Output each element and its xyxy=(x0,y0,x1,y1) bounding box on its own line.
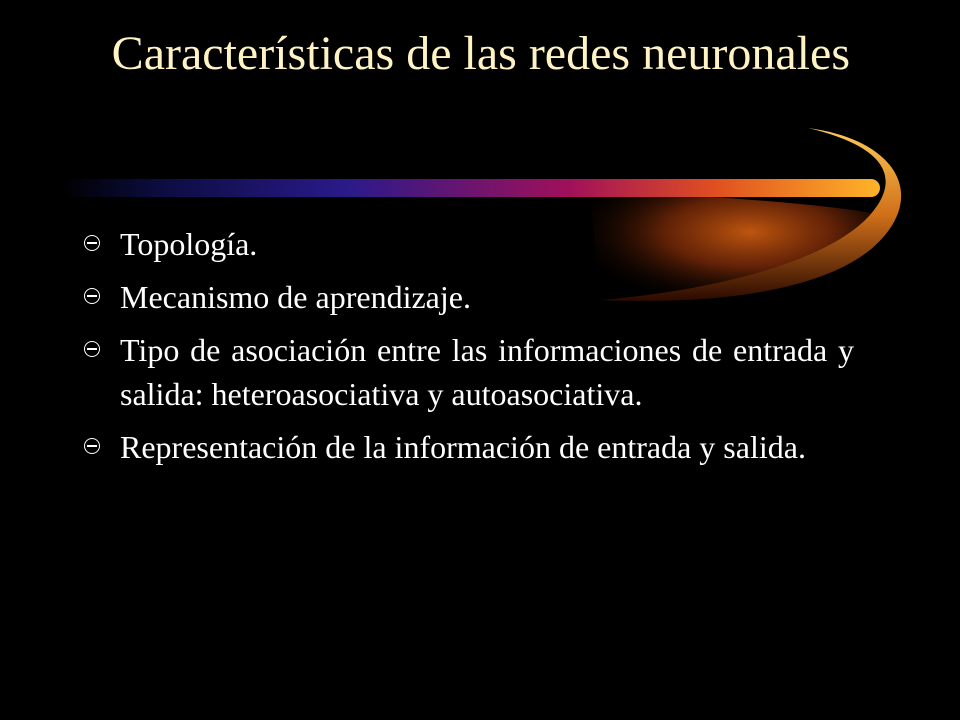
bullet-text: Topología. xyxy=(120,226,258,262)
bullet-icon xyxy=(84,288,100,304)
bullet-item xyxy=(84,425,854,469)
bullet-item xyxy=(84,275,854,319)
bullet-item xyxy=(84,222,854,266)
bullet-text: Mecanismo de aprendizaje. xyxy=(120,279,471,315)
bullet-icon xyxy=(84,438,100,454)
bullet-icon xyxy=(84,341,100,357)
bullet-text: Tipo de asociación entre las informaciones de entrada y salida: heteroasociativa y autoasociativa. xyxy=(120,332,854,412)
gradient-streak xyxy=(60,179,880,197)
slide-title: Características de las redes neuronales xyxy=(111,27,850,80)
bullet-item xyxy=(84,328,854,416)
bullet-text: Representación de la información de entrada y salida. xyxy=(120,429,806,465)
bullet-icon xyxy=(84,235,100,251)
bullet-list xyxy=(84,222,854,478)
